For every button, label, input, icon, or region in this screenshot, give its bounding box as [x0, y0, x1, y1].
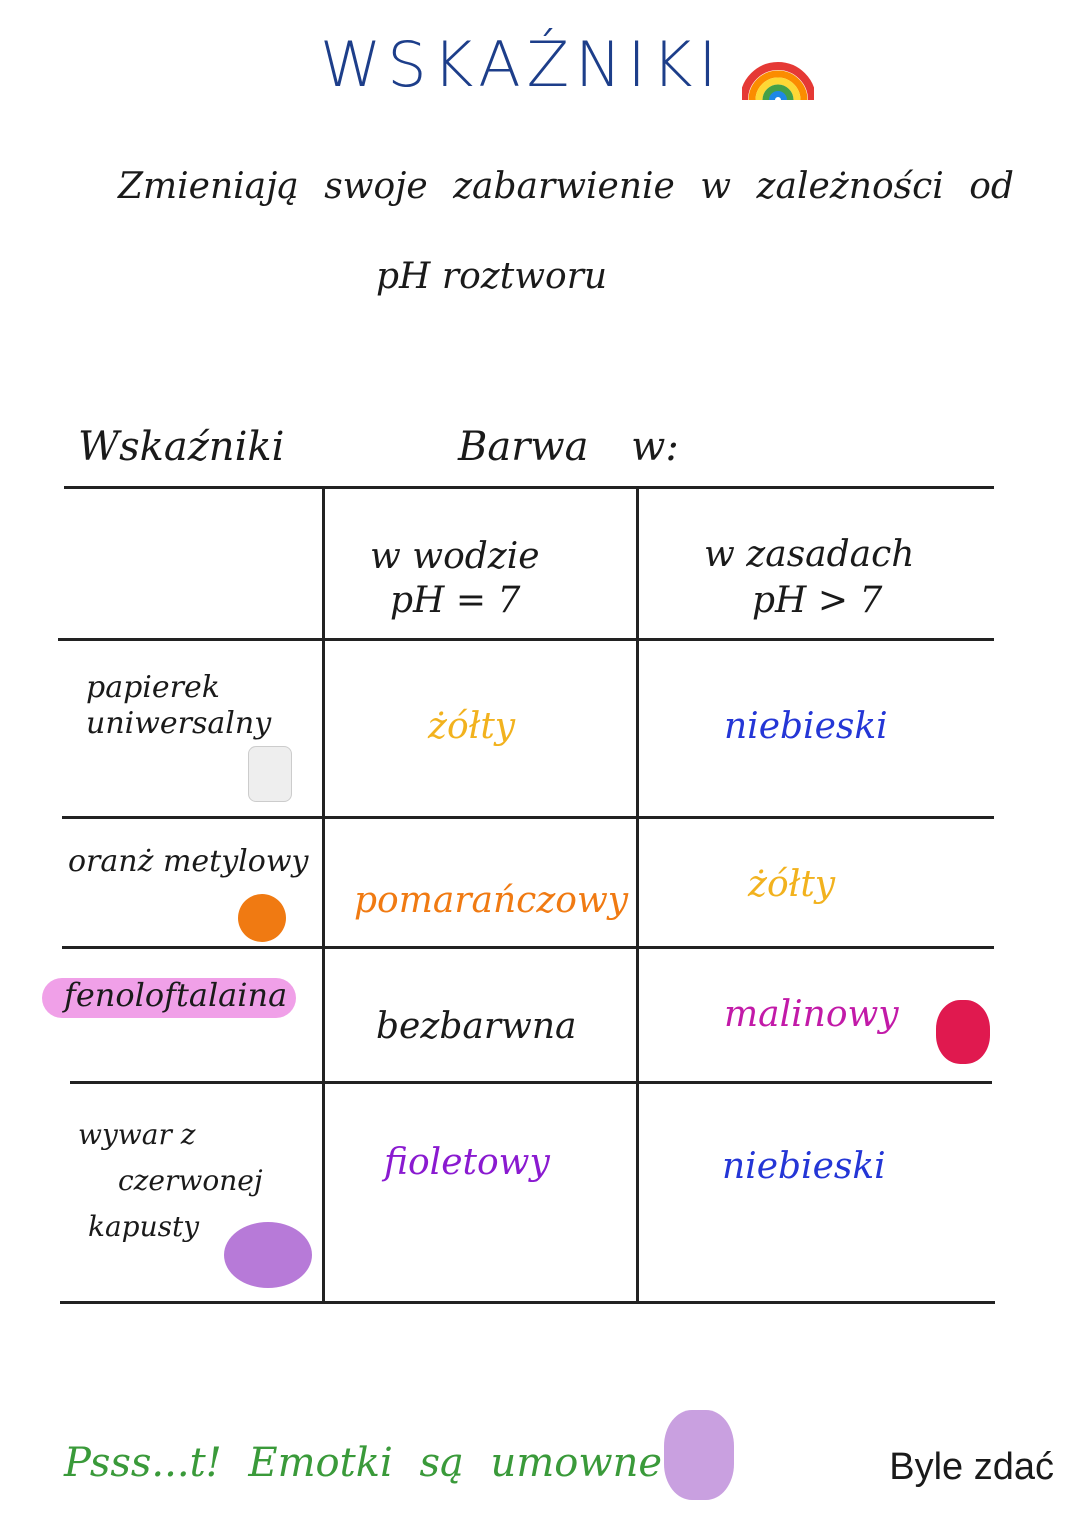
intro-line-2: pH roztworu	[376, 256, 608, 297]
col-base-label: w zasadach	[704, 534, 915, 575]
raspberry-icon	[936, 1000, 990, 1064]
footer-note: Psss...t! Emotki są umowne	[64, 1440, 662, 1486]
rainbow-icon	[742, 30, 814, 102]
header-color: Barwa w:	[458, 424, 679, 470]
base-color: niebieski	[724, 706, 888, 747]
water-color: żółty	[428, 706, 516, 747]
brand-label: Byle zdać	[889, 1446, 1054, 1488]
header-indicators: Wskaźniki	[78, 424, 285, 470]
orange-icon	[238, 894, 286, 942]
col-water-label: w wodzie	[370, 536, 540, 577]
indicator-name: papierek uniwersalny	[86, 670, 272, 741]
water-color: pomarańczowy	[354, 880, 629, 921]
page-title: WSKAŹNIKI	[320, 28, 723, 101]
indicator-name: fenoloftalaina	[64, 976, 288, 1014]
col-base-ph: pH > 7	[752, 580, 883, 621]
water-color: bezbarwna	[376, 1006, 577, 1047]
intro-line-1: Zmieniają swoje zabarwienie w zależności od	[118, 166, 1014, 207]
base-color: żółty	[748, 864, 836, 905]
base-color: malinowy	[724, 994, 899, 1035]
toilet-paper-icon	[248, 746, 292, 802]
base-color: niebieski	[722, 1146, 886, 1187]
person-gesturing-no-icon	[664, 1410, 734, 1500]
indicator-name: oranż metylowy	[68, 844, 309, 879]
indicator-name: wywar z czerwonej kapusty	[78, 1118, 263, 1243]
col-water-ph: pH = 7	[390, 580, 521, 621]
cabbage-icon	[224, 1222, 312, 1288]
water-color: fioletowy	[384, 1142, 550, 1183]
